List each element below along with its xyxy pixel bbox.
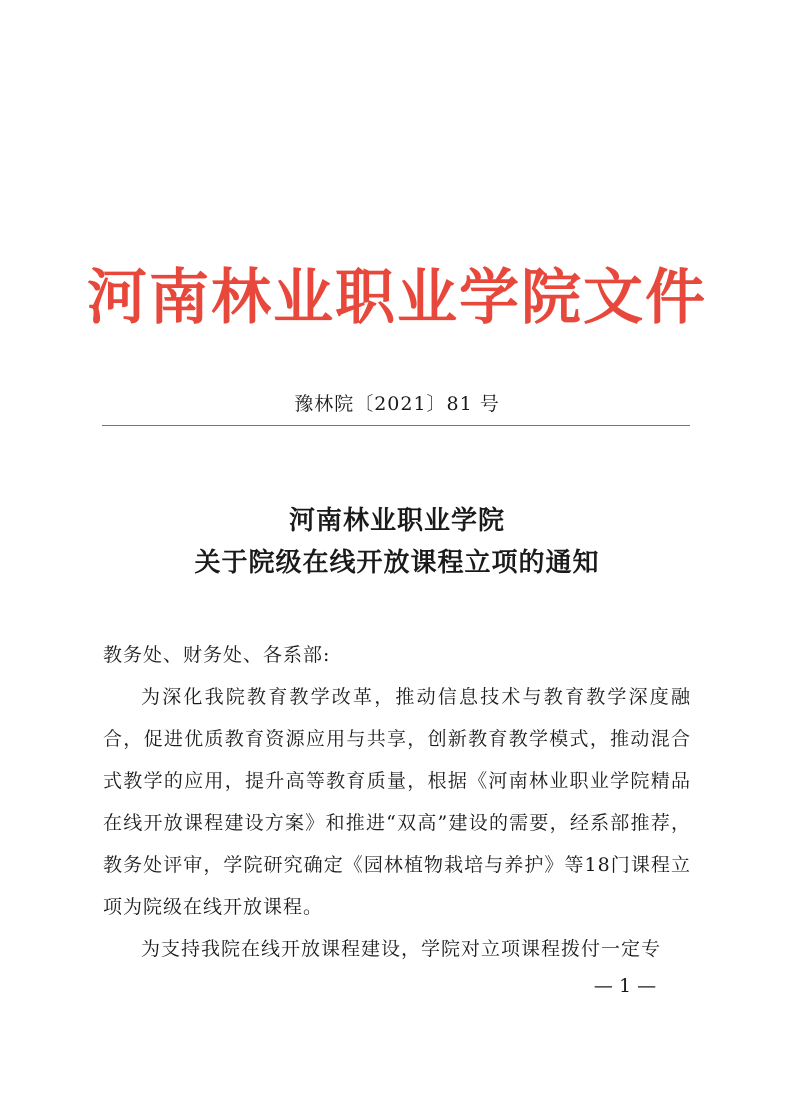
notice-title-line-2: 关于院级在线开放课程立项的通知 [194,548,600,578]
page-number: — 1 — [593,975,657,997]
salutation: 教务处、财务处、各系部: [103,644,331,666]
body-paragraph-2: 为支持我院在线开放课程建设，学院对立项课程拨付一定专 [141,938,662,960]
document-number: 豫林院〔2021〕81 号 [294,393,500,415]
notice-title-line-1: 河南林业职业学院 [288,506,505,536]
document-header-title: 河南林业职业学院文件 [87,263,707,333]
notice-body [103,634,691,970]
notice-title [0,500,794,584]
red-divider-line [102,425,690,426]
body-paragraph-1: 为深化我院教育教学改革，推动信息技术与教育教学深度融合，促进优质教育资源应用与共享，创新教育教学模式，推动混合式教学的应用，提升高等教育质量，根据《河南林业职业学院精品在线开放课程建设方案》和推进“双高”建设的需要，经系部推荐，教务处评审，学院研究确定《园林植物栽培与养护》等18门课程立项为院级在线开放课程。 [103,686,691,918]
